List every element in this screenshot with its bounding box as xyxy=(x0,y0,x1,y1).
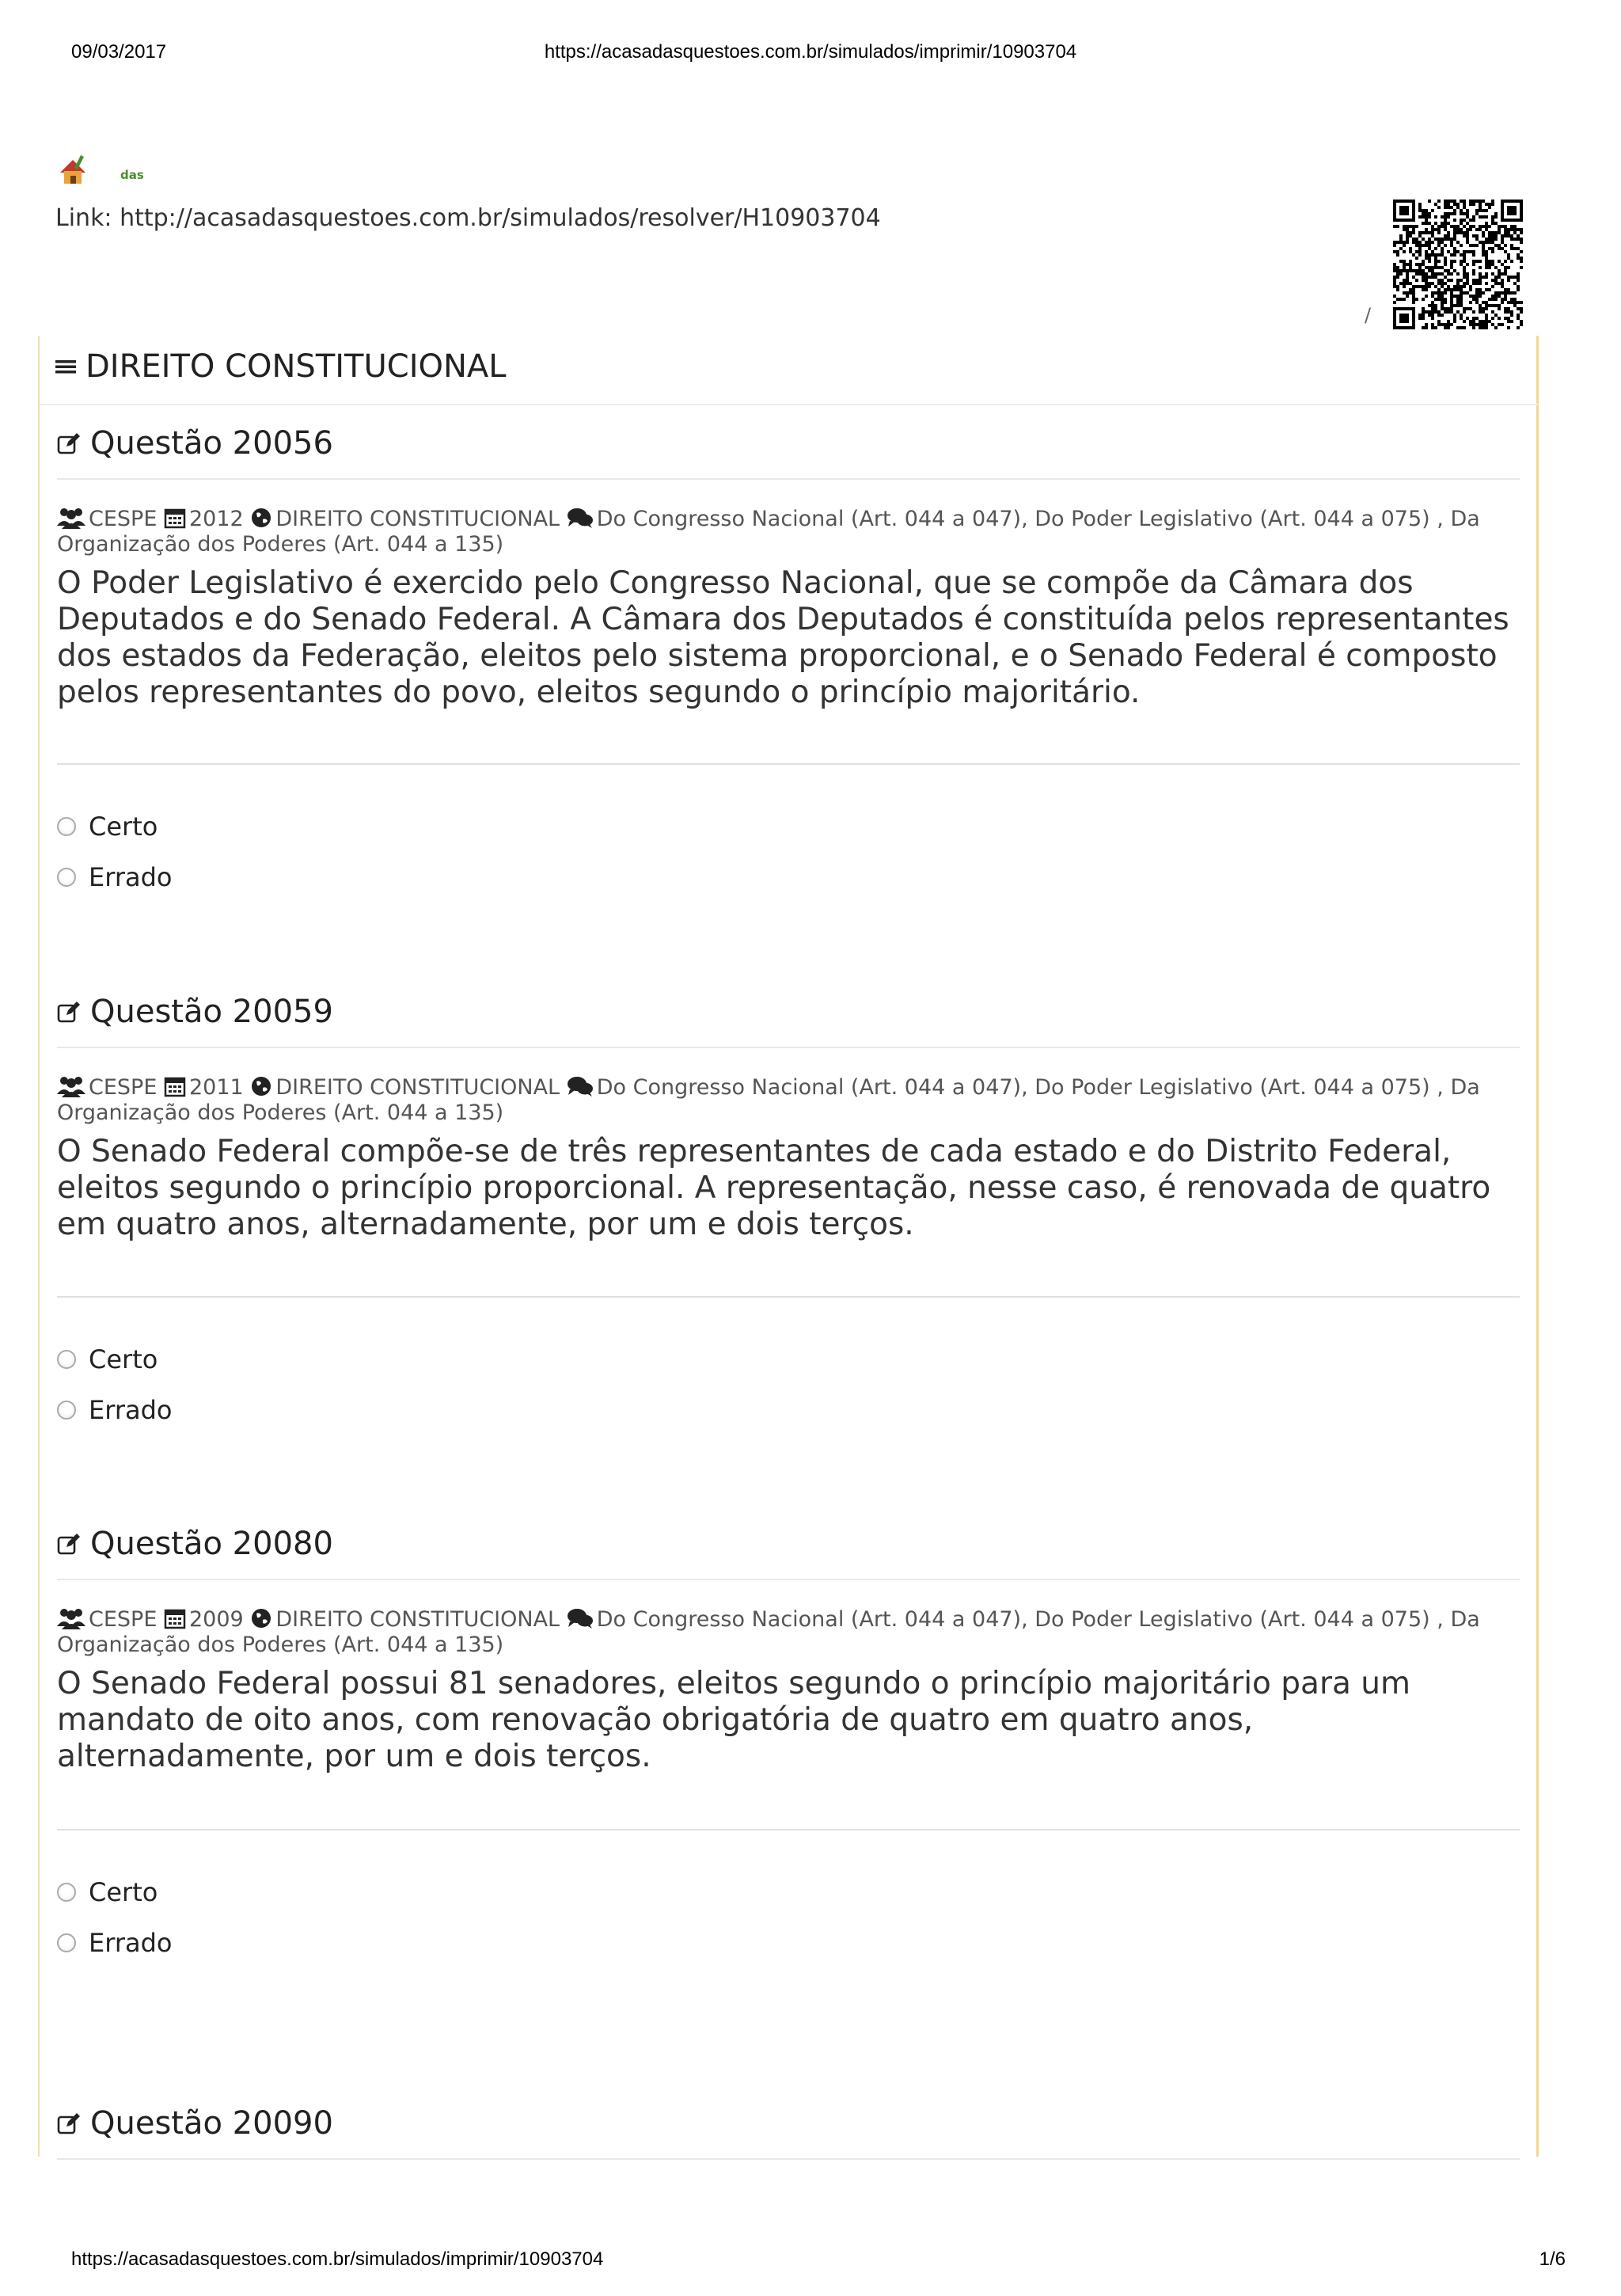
option-label: Certo xyxy=(89,1344,158,1374)
question-title xyxy=(57,1522,1521,1566)
meta-topics: Do Congresso Nacional (Art. 044 a 047), Do Poder Legislativo (Art. 044 a 075) , Da Organização dos Poderes (Art. 044 a 135) xyxy=(57,507,1480,557)
option-errado[interactable] xyxy=(57,1394,1521,1426)
radio-certo[interactable] xyxy=(57,817,76,836)
option-label: Errado xyxy=(89,1395,173,1425)
calendar-icon xyxy=(164,1607,186,1629)
question-title-divider xyxy=(57,1579,1520,1580)
meta-topics: Do Congresso Nacional (Art. 044 a 047), Do Poder Legislativo (Art. 044 a 075) , Da Organização dos Poderes (Art. 044 a 135) xyxy=(57,1607,1480,1657)
meta-year: 2009 xyxy=(189,1607,244,1632)
question-meta xyxy=(57,1075,1521,1126)
calendar-icon xyxy=(164,1075,186,1097)
option-label: Certo xyxy=(89,1877,158,1907)
question-title-divider xyxy=(57,478,1520,480)
question-card xyxy=(57,2101,1521,2160)
globe-icon xyxy=(250,1075,272,1097)
question-meta xyxy=(57,507,1521,557)
meta-subject: DIREITO CONSTITUCIONAL xyxy=(275,1075,560,1100)
radio-errado[interactable] xyxy=(57,1933,76,1952)
section-divider xyxy=(40,404,1538,405)
question-title-text: Questão 20056 xyxy=(90,425,333,462)
question-text: O Poder Legislativo é exercido pelo Congresso Nacional, que se compõe da Câmara dos Deputados e do Senado Federal. A Câmara dos Deputados é constituída pelos representantes dos estados da Federação, eleitos pelo sistema proporcional, e o Senado Federal é composto pelos representantes do povo, eleitos segundo o princípio majoritário. xyxy=(57,565,1509,710)
meta-board: CESPE xyxy=(89,507,158,531)
resolve-link[interactable]: http://acasadasquestoes.com.br/simulados/resolver/H10903704 xyxy=(120,204,881,232)
users-icon xyxy=(57,507,85,529)
page-number: 1/6 xyxy=(1539,2248,1566,2270)
menu-icon xyxy=(55,357,76,376)
meta-subject: DIREITO CONSTITUCIONAL xyxy=(275,1607,560,1632)
logo-word: das xyxy=(120,168,144,182)
edit-icon xyxy=(57,1533,81,1555)
link-line xyxy=(55,204,881,232)
comments-icon xyxy=(567,507,594,529)
option-label: Certo xyxy=(89,812,158,842)
question-card xyxy=(57,1522,1521,1775)
link-label: Link: xyxy=(55,204,112,232)
users-icon xyxy=(57,1075,85,1097)
question-card xyxy=(57,421,1521,711)
footer-url: https://acasadasquestoes.com.br/simulados/imprimir/10903704 xyxy=(71,2248,604,2270)
answer-options xyxy=(57,811,1521,893)
section-title xyxy=(55,348,507,385)
answer-options xyxy=(57,1344,1521,1426)
option-label: Errado xyxy=(89,862,173,892)
users-icon xyxy=(57,1607,85,1629)
option-certo[interactable] xyxy=(57,1876,1521,1908)
question-title xyxy=(57,2101,1521,2146)
question-title-text: Questão 20080 xyxy=(90,1526,333,1562)
question-divider xyxy=(57,763,1520,765)
section-title-text: DIREITO CONSTITUCIONAL xyxy=(85,348,507,385)
option-certo[interactable] xyxy=(57,811,1521,842)
print-url: https://acasadasquestoes.com.br/simulados/imprimir/10903704 xyxy=(544,41,1077,63)
meta-board: CESPE xyxy=(89,1607,158,1632)
meta-topics: Do Congresso Nacional (Art. 044 a 047), Do Poder Legislativo (Art. 044 a 075) , Da Organização dos Poderes (Art. 044 a 135) xyxy=(57,1075,1480,1125)
qr-code-icon xyxy=(1393,200,1523,329)
edit-icon xyxy=(57,2112,81,2134)
comments-icon xyxy=(567,1607,594,1629)
meta-board: CESPE xyxy=(89,1075,158,1100)
radio-certo[interactable] xyxy=(57,1350,76,1369)
question-meta xyxy=(57,1607,1521,1658)
slash-mark: / xyxy=(1365,304,1372,326)
meta-year: 2011 xyxy=(189,1075,244,1100)
option-certo[interactable] xyxy=(57,1344,1521,1375)
meta-year: 2012 xyxy=(189,507,244,531)
question-title xyxy=(57,990,1521,1034)
question-title-text: Questão 20059 xyxy=(90,994,333,1030)
radio-errado[interactable] xyxy=(57,1401,76,1420)
edit-icon xyxy=(57,1001,81,1023)
comments-icon xyxy=(567,1075,594,1097)
option-label: Errado xyxy=(89,1928,173,1958)
question-title xyxy=(57,421,1521,466)
answer-options xyxy=(57,1876,1521,1959)
radio-errado[interactable] xyxy=(57,868,76,887)
question-text: O Senado Federal compõe-se de três representantes de cada estado e do Distrito Federal, eleitos segundo o princípio proporcional. A representação, nesse caso, é renovada de quatro em quatro anos, alternadamente, por um e dois terços. xyxy=(57,1134,1491,1242)
radio-certo[interactable] xyxy=(57,1883,76,1902)
question-card xyxy=(57,990,1521,1243)
globe-icon xyxy=(250,507,272,529)
calendar-icon xyxy=(164,507,186,529)
question-divider xyxy=(57,1829,1520,1830)
edit-icon xyxy=(57,432,81,454)
option-errado[interactable] xyxy=(57,1927,1521,1959)
question-title-divider xyxy=(57,2158,1520,2160)
meta-subject: DIREITO CONSTITUCIONAL xyxy=(275,507,560,531)
print-date: 09/03/2017 xyxy=(71,41,167,63)
globe-icon xyxy=(250,1607,272,1629)
question-title-text: Questão 20090 xyxy=(90,2105,333,2142)
option-errado[interactable] xyxy=(57,861,1521,893)
question-title-divider xyxy=(57,1047,1520,1048)
question-divider xyxy=(57,1296,1520,1298)
question-text: O Senado Federal possui 81 senadores, eleitos segundo o princípio majoritário para um mandato de oito anos, com renovação obrigatória de quatro em quatro anos, alternadamente, por um e dois terços. xyxy=(57,1666,1410,1774)
